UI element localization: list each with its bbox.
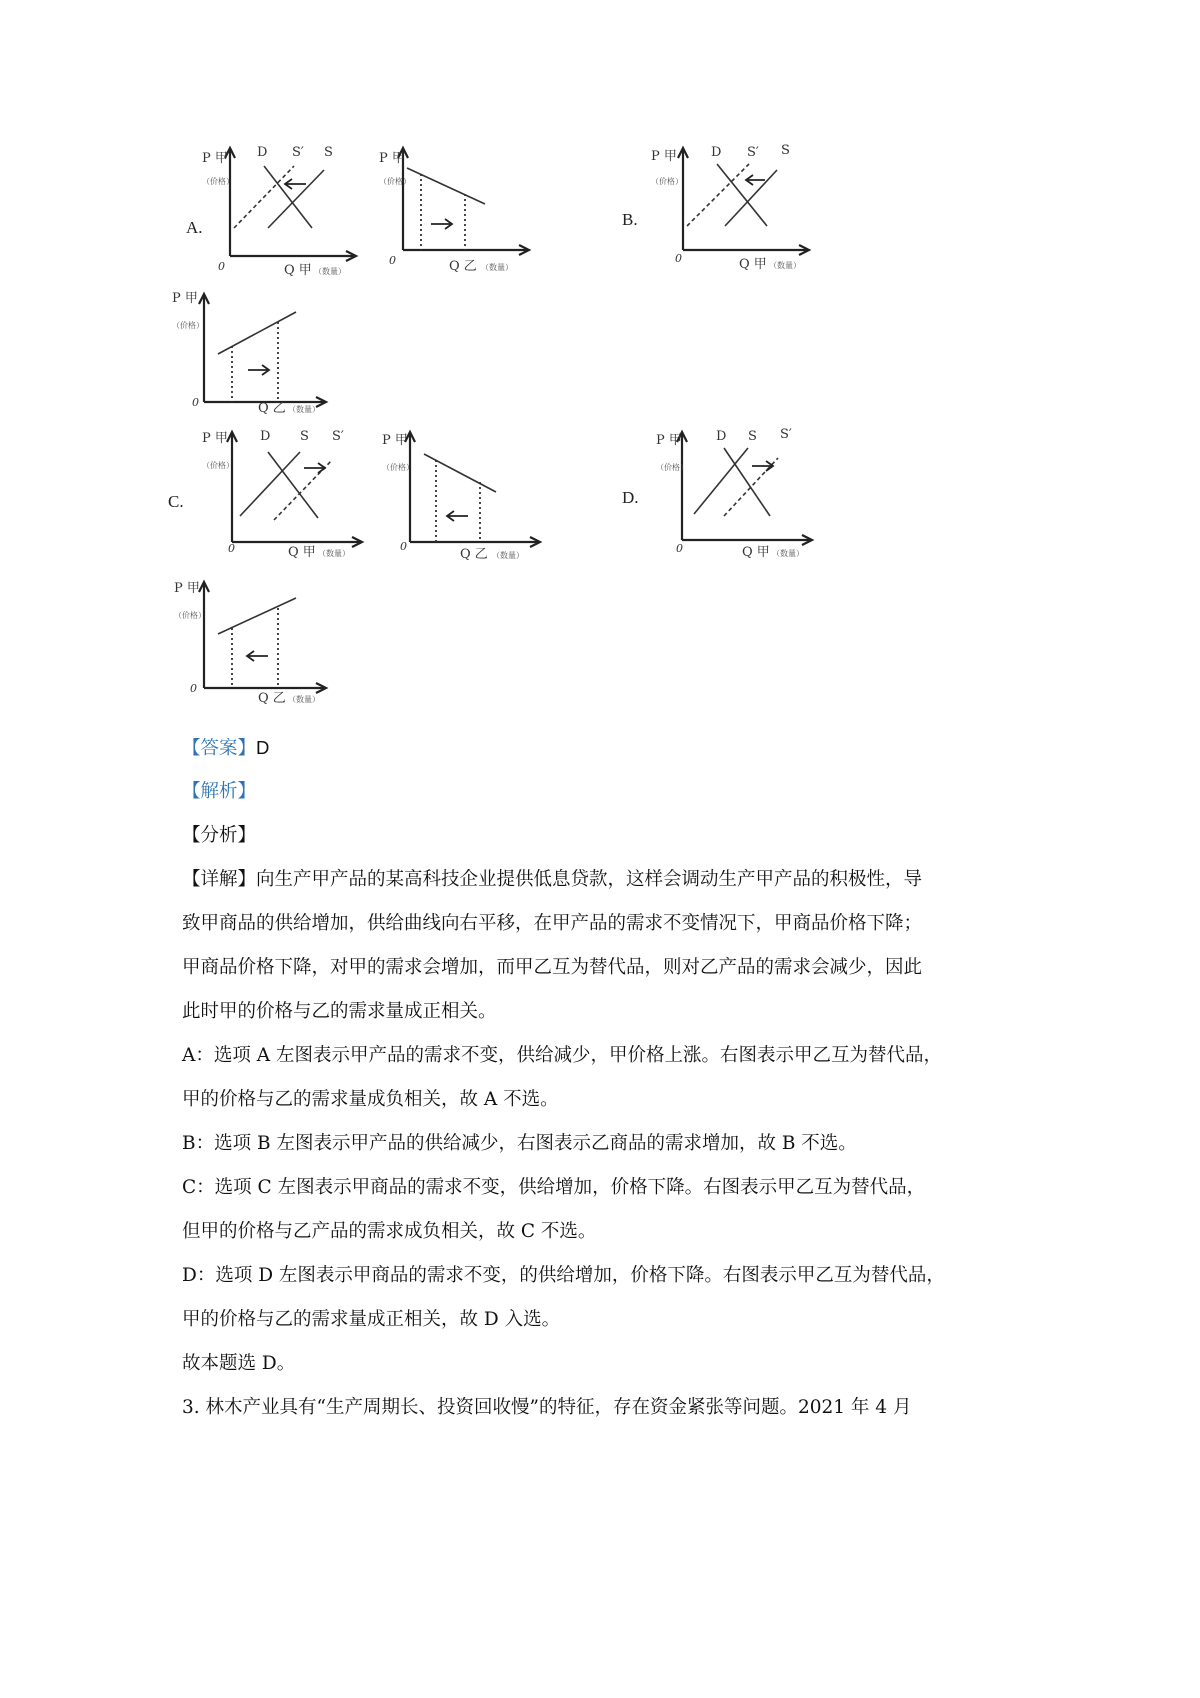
svg-text:（价格）: （价格）	[172, 321, 204, 330]
figure-a-right-yi-quantity	[379, 144, 535, 284]
answer-tag: 【答案】	[182, 738, 257, 759]
answer-value: D	[256, 737, 270, 758]
relation-line	[407, 168, 485, 204]
figure-c-right-yi-quantity	[382, 428, 546, 568]
svg-text:P 甲: P 甲	[379, 151, 405, 166]
analysis-tag: 【解析】	[182, 781, 257, 802]
svg-text:P 甲: P 甲	[202, 431, 228, 446]
curve-label-s-prime: S′	[292, 145, 304, 160]
svg-text:S′: S′	[780, 427, 792, 442]
svg-text:S: S	[748, 429, 757, 444]
svg-text:（数量）: （数量）	[772, 549, 804, 558]
supply-curve	[268, 170, 324, 228]
svg-text:（数量）: （数量）	[492, 551, 524, 560]
svg-text:0: 0	[228, 542, 235, 555]
svg-text:P 甲: P 甲	[656, 433, 682, 448]
detail-line-3: 甲商品价格下降，对甲的需求会增加，而甲乙互为替代品，则对乙产品的需求会减少，因此	[182, 957, 923, 978]
svg-text:S: S	[300, 429, 309, 444]
svg-text:S: S	[781, 143, 790, 158]
svg-text:Q 甲: Q 甲	[288, 545, 316, 560]
svg-text:D: D	[260, 429, 271, 444]
option-b-analysis: B：选项 B 左图表示甲产品的供给减少，右图表示乙商品的需求增加，故 B 不选。	[182, 1133, 857, 1154]
svg-text:（价格）: （价格）	[174, 611, 206, 620]
detail-line-1: 【详解】向生产甲产品的某高科技企业提供低息贷款，这样会调动生产甲产品的积极性，导	[182, 869, 923, 890]
svg-text:0: 0	[389, 254, 396, 267]
svg-text:Q 乙: Q 乙	[460, 547, 488, 562]
answer-line	[182, 736, 269, 761]
figure-c-left-supply-demand	[202, 428, 368, 568]
axis-label-p-jia: P 甲	[202, 151, 228, 166]
option-c-analysis-1: C：选项 C 左图表示甲商品的需求不变，供给增加，价格下降。右图表示甲乙互为替代品，	[182, 1177, 926, 1198]
detail-line-2: 致甲商品的供给增加，供给曲线向右平移，在甲产品的需求不变情况下，甲商品价格下降；	[182, 913, 923, 934]
svg-text:0: 0	[192, 396, 199, 409]
svg-text:（数量）: （数量）	[288, 695, 320, 704]
option-a-analysis-2: 甲的价格与乙的需求量成负相关，故 A 不选。	[182, 1089, 559, 1110]
svg-text:（数量）: （数量）	[288, 405, 320, 414]
svg-text:0: 0	[190, 682, 197, 695]
svg-text:P 甲: P 甲	[651, 149, 677, 164]
figure-d-left-supply-demand	[656, 427, 818, 568]
option-d-analysis-2: 甲的价格与乙的需求量成正相关，故 D 入选。	[182, 1309, 561, 1330]
new-supply-curve	[234, 166, 294, 228]
option-a-analysis-1: A：选项 A 左图表示甲产品的需求不变，供给减少，甲价格上涨。右图表示甲乙互为替代品，	[182, 1045, 942, 1066]
svg-text:S′: S′	[332, 429, 344, 444]
figure-a-left-supply-demand	[202, 144, 362, 284]
svg-text:（价格）: （价格）	[202, 461, 234, 470]
svg-text:0: 0	[676, 542, 683, 555]
svg-text:P 甲: P 甲	[382, 433, 408, 448]
svg-text:Q 甲: Q 甲	[284, 263, 312, 278]
svg-text:（价格）: （价格）	[656, 463, 688, 472]
svg-text:S′: S′	[747, 145, 759, 160]
option-label-d: D.	[622, 488, 639, 507]
option-c-analysis-2: 但甲的价格与乙产品的需求成负相关，故 C 不选。	[182, 1221, 597, 1242]
svg-text:Q 乙: Q 乙	[258, 691, 286, 706]
figure-d-right-yi-quantity	[174, 578, 332, 710]
question-3-line: 3. 林木产业具有“生产周期长、投资回收慢”的特征，存在资金紧张等问题。2021 年 4 月	[182, 1397, 912, 1418]
svg-text:（价格）: （价格）	[651, 177, 683, 186]
conclusion-line: 故本题选 D。	[182, 1353, 296, 1374]
svg-text:Q 甲: Q 甲	[742, 545, 770, 560]
fenxi-tag: 【分析】	[182, 825, 257, 846]
svg-text:0: 0	[218, 260, 225, 273]
svg-text:（数量）: （数量）	[318, 549, 350, 558]
demand-curve	[264, 166, 312, 228]
svg-text:（数量）: （数量）	[481, 263, 513, 272]
option-d-analysis-1: D：选项 D 左图表示甲商品的需求不变，的供给增加，价格下降。右图表示甲乙互为替代品，	[182, 1265, 945, 1286]
option-label-b: B.	[622, 210, 638, 229]
svg-text:Q 乙: Q 乙	[258, 401, 286, 416]
svg-text:0: 0	[675, 252, 682, 265]
figure-b-left-supply-demand	[651, 143, 815, 284]
detail-line-4: 此时甲的价格与乙的需求量成正相关。	[182, 1001, 497, 1022]
svg-text:（数量）: （数量）	[769, 261, 801, 270]
curve-label-s: S	[324, 145, 333, 160]
svg-text:D: D	[716, 429, 727, 444]
option-label-c: C.	[168, 492, 184, 511]
svg-text:（数量）: （数量）	[314, 267, 346, 276]
svg-text:D: D	[711, 145, 722, 160]
svg-text:（价格）: （价格）	[379, 177, 411, 186]
svg-text:（价格）: （价格）	[202, 177, 234, 186]
svg-text:P 甲: P 甲	[174, 581, 200, 596]
option-label-a: A.	[186, 218, 203, 237]
curve-label-d: D	[257, 145, 268, 160]
svg-text:Q 乙: Q 乙	[449, 259, 477, 274]
svg-text:（价格）: （价格）	[382, 463, 414, 472]
svg-text:P 甲: P 甲	[172, 291, 198, 306]
svg-text:0: 0	[400, 540, 407, 553]
figure-b-right-yi-quantity	[172, 288, 332, 418]
svg-text:Q 甲: Q 甲	[739, 257, 767, 272]
